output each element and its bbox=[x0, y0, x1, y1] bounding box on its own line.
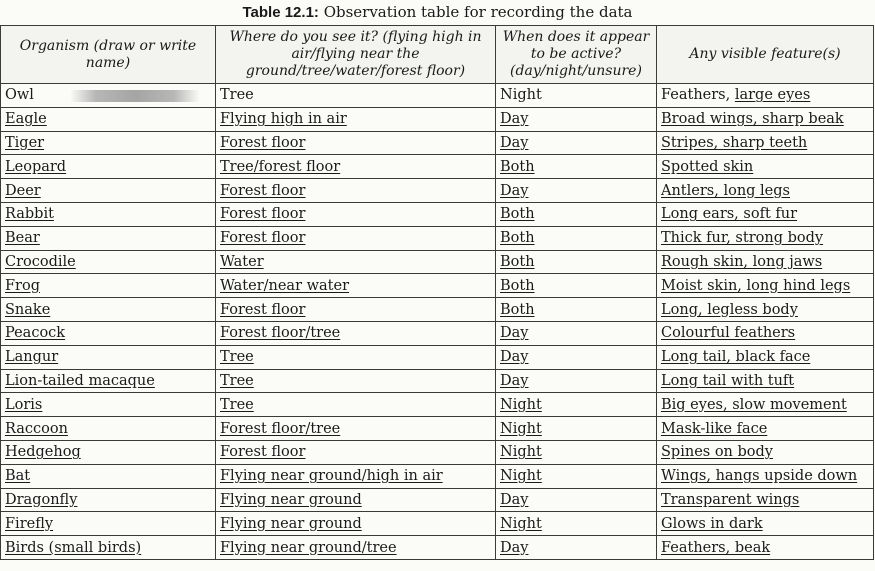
table-row bbox=[1, 440, 874, 464]
cell-organism bbox=[1, 393, 216, 417]
cell-organism-text: Snake bbox=[5, 301, 51, 318]
cell-where-text: Flying high in air bbox=[220, 111, 347, 128]
cell-where bbox=[216, 440, 496, 464]
cell-where-text: Flying near ground/high in air bbox=[220, 468, 443, 485]
caption-text: Observation table for recording the data bbox=[323, 3, 633, 21]
cell-organism-text: Dragonfly bbox=[5, 491, 78, 508]
cell-organism bbox=[1, 464, 216, 488]
cell-feature bbox=[657, 155, 874, 179]
cell-where bbox=[216, 536, 496, 560]
cell-feature bbox=[657, 440, 874, 464]
cell-feature bbox=[657, 512, 874, 536]
cell-when-text: Both bbox=[500, 158, 535, 175]
cell-where bbox=[216, 107, 496, 131]
cell-feature-text: Long ears, soft fur bbox=[661, 206, 798, 223]
cell-when-text: Day bbox=[500, 325, 529, 342]
cell-feature-text: Spines on body bbox=[661, 444, 773, 461]
cell-when-text: Night bbox=[500, 396, 542, 413]
cell-when bbox=[496, 155, 657, 179]
cell-feature bbox=[657, 250, 874, 274]
cell-where bbox=[216, 155, 496, 179]
cell-feature bbox=[657, 417, 874, 441]
cell-when-text: Night bbox=[500, 87, 542, 104]
cell-where bbox=[216, 298, 496, 322]
cell-organism bbox=[1, 298, 216, 322]
cell-when-text: Both bbox=[500, 301, 535, 318]
cell-where-text: Forest floor bbox=[220, 182, 306, 199]
cell-feature-text: Glows in dark bbox=[661, 515, 763, 532]
cell-feature-text: Spotted skin bbox=[661, 158, 754, 175]
cell-feature bbox=[657, 345, 874, 369]
cell-feature bbox=[657, 84, 874, 108]
cell-when bbox=[496, 393, 657, 417]
cell-organism bbox=[1, 536, 216, 560]
cell-organism bbox=[1, 440, 216, 464]
cell-feature-text: Colourful feathers bbox=[661, 325, 796, 342]
cell-feature bbox=[657, 298, 874, 322]
cell-where-text: Tree bbox=[220, 87, 254, 104]
cell-when bbox=[496, 179, 657, 203]
cell-feature bbox=[657, 107, 874, 131]
cell-when bbox=[496, 107, 657, 131]
cell-where bbox=[216, 179, 496, 203]
cell-organism-text: Tiger bbox=[5, 134, 45, 151]
cell-organism bbox=[1, 369, 216, 393]
cell-where bbox=[216, 369, 496, 393]
cell-organism bbox=[1, 345, 216, 369]
observation-table bbox=[0, 25, 874, 560]
cell-organism bbox=[1, 488, 216, 512]
cell-organism-text: Frog bbox=[5, 277, 41, 294]
cell-feature-text: Antlers, long legs bbox=[661, 182, 790, 199]
cell-organism-text: Bat bbox=[5, 468, 31, 485]
cell-where-text: Tree bbox=[220, 349, 254, 366]
cell-when-text: Night bbox=[500, 420, 542, 437]
cell-where-text: Tree bbox=[220, 372, 254, 389]
cell-where bbox=[216, 345, 496, 369]
cell-where bbox=[216, 131, 496, 155]
table-row bbox=[1, 488, 874, 512]
redaction-smudge bbox=[70, 90, 200, 102]
cell-where-text: Forest floor bbox=[220, 301, 306, 318]
cell-where bbox=[216, 321, 496, 345]
cell-feature bbox=[657, 202, 874, 226]
cell-organism-text: Leopard bbox=[5, 158, 67, 175]
owl-feature-part: Feathers, bbox=[661, 87, 735, 104]
cell-where-text: Water/near water bbox=[220, 277, 350, 294]
cell-where bbox=[216, 488, 496, 512]
cell-feature bbox=[657, 369, 874, 393]
cell-when-text: Both bbox=[500, 277, 535, 294]
cell-organism bbox=[1, 131, 216, 155]
cell-feature bbox=[657, 226, 874, 250]
cell-organism bbox=[1, 321, 216, 345]
cell-when-text: Day bbox=[500, 182, 529, 199]
cell-feature-text: Long tail with tuft bbox=[661, 372, 795, 389]
header-when: When does it appear to be active? (day/night/unsure) bbox=[496, 26, 657, 84]
cell-where-text: Forest floor/tree bbox=[220, 325, 341, 342]
header-where: Where do you see it? (flying high in air/flying near the ground/tree/water/forest floor) bbox=[216, 26, 496, 84]
table-row bbox=[1, 274, 874, 298]
table-row bbox=[1, 512, 874, 536]
cell-feature-text: Big eyes, slow movement bbox=[661, 396, 847, 413]
cell-where bbox=[216, 202, 496, 226]
cell-organism-text: Langur bbox=[5, 349, 59, 366]
cell-when-text: Night bbox=[500, 444, 542, 461]
cell-feature-text: Wings, hangs upside down bbox=[661, 468, 858, 485]
cell-when-text: Day bbox=[500, 539, 529, 556]
table-body bbox=[1, 84, 874, 560]
cell-feature-text: Mask-like face bbox=[661, 420, 768, 437]
cell-where bbox=[216, 226, 496, 250]
cell-organism bbox=[1, 417, 216, 441]
cell-when bbox=[496, 512, 657, 536]
cell-where-text: Forest floor/tree bbox=[220, 420, 341, 437]
cell-when-text: Day bbox=[500, 111, 529, 128]
cell-when-text: Both bbox=[500, 206, 535, 223]
table-row bbox=[1, 298, 874, 322]
cell-organism-text: Eagle bbox=[5, 111, 47, 128]
cell-organism bbox=[1, 274, 216, 298]
cell-feature bbox=[657, 131, 874, 155]
cell-where-text: Forest floor bbox=[220, 134, 306, 151]
cell-organism-text: Owl bbox=[5, 87, 34, 104]
cell-organism bbox=[1, 155, 216, 179]
header-feature: Any visible feature(s) bbox=[657, 26, 874, 84]
table-row bbox=[1, 250, 874, 274]
table-row bbox=[1, 464, 874, 488]
cell-when bbox=[496, 440, 657, 464]
cell-where-text: Water bbox=[220, 253, 264, 270]
table-row bbox=[1, 155, 874, 179]
cell-feature-text: Long tail, black face bbox=[661, 349, 811, 366]
cell-where bbox=[216, 250, 496, 274]
cell-where-text: Flying near ground/tree bbox=[220, 539, 397, 556]
cell-when bbox=[496, 321, 657, 345]
cell-organism bbox=[1, 107, 216, 131]
cell-feature-text: Stripes, sharp teeth bbox=[661, 134, 808, 151]
cell-when bbox=[496, 536, 657, 560]
cell-where-text: Flying near ground bbox=[220, 491, 362, 508]
table-row bbox=[1, 131, 874, 155]
cell-when-text: Day bbox=[500, 372, 529, 389]
cell-where bbox=[216, 274, 496, 298]
cell-when bbox=[496, 369, 657, 393]
owl-feature-underlined: large eyes bbox=[734, 87, 811, 104]
cell-when-text: Both bbox=[500, 253, 535, 270]
cell-when-text: Day bbox=[500, 134, 529, 151]
table-row bbox=[1, 321, 874, 345]
table-row bbox=[1, 107, 874, 131]
cell-when bbox=[496, 345, 657, 369]
cell-where-text: Tree/forest floor bbox=[220, 158, 341, 175]
cell-when bbox=[496, 226, 657, 250]
cell-organism-text: Hedgehog bbox=[5, 444, 81, 461]
cell-feature-text: Thick fur, strong body bbox=[661, 230, 824, 247]
cell-where bbox=[216, 393, 496, 417]
cell-feature-text: Rough skin, long jaws bbox=[661, 253, 823, 270]
cell-where-text: Tree bbox=[220, 396, 254, 413]
cell-feature bbox=[657, 321, 874, 345]
cell-where-text: Forest floor bbox=[220, 230, 306, 247]
cell-organism-text: Deer bbox=[5, 182, 41, 199]
cell-organism bbox=[1, 512, 216, 536]
cell-organism-text: Crocodile bbox=[5, 253, 76, 270]
cell-when bbox=[496, 417, 657, 441]
cell-feature-text: Broad wings, sharp beak bbox=[661, 111, 844, 128]
cell-organism-text: Rabbit bbox=[5, 206, 54, 223]
table-row bbox=[1, 179, 874, 203]
cell-organism bbox=[1, 179, 216, 203]
cell-organism-text: Bear bbox=[5, 230, 40, 247]
table-row bbox=[1, 393, 874, 417]
cell-where-text: Forest floor bbox=[220, 206, 306, 223]
cell-feature-text: Moist skin, long hind legs bbox=[661, 277, 851, 294]
cell-organism bbox=[1, 226, 216, 250]
cell-where bbox=[216, 512, 496, 536]
header-organism: Organism (draw or write name) bbox=[1, 26, 216, 84]
cell-where-text: Forest floor bbox=[220, 444, 306, 461]
cell-feature-text: Long, legless body bbox=[661, 301, 798, 318]
table-caption bbox=[0, 2, 875, 23]
table-row bbox=[1, 417, 874, 441]
table-row bbox=[1, 226, 874, 250]
cell-when-text: Day bbox=[500, 491, 529, 508]
cell-when-text: Night bbox=[500, 515, 542, 532]
cell-when bbox=[496, 84, 657, 108]
cell-organism bbox=[1, 250, 216, 274]
table-row bbox=[1, 345, 874, 369]
cell-where bbox=[216, 84, 496, 108]
cell-when bbox=[496, 250, 657, 274]
cell-organism bbox=[1, 202, 216, 226]
cell-feature-text: Transparent wings bbox=[661, 491, 800, 508]
cell-when-text: Night bbox=[500, 468, 542, 485]
header-row bbox=[1, 26, 874, 84]
cell-organism-text: Peacock bbox=[5, 325, 66, 342]
table-row bbox=[1, 536, 874, 560]
cell-feature-text bbox=[661, 87, 810, 103]
cell-when-text: Both bbox=[500, 230, 535, 247]
cell-organism-text: Firefly bbox=[5, 515, 54, 532]
table-row bbox=[1, 369, 874, 393]
cell-organism-text: Lion-tailed macaque bbox=[5, 372, 155, 389]
cell-when bbox=[496, 298, 657, 322]
cell-when bbox=[496, 131, 657, 155]
cell-feature bbox=[657, 488, 874, 512]
cell-feature bbox=[657, 536, 874, 560]
cell-feature bbox=[657, 393, 874, 417]
cell-when bbox=[496, 464, 657, 488]
cell-when bbox=[496, 202, 657, 226]
cell-where bbox=[216, 417, 496, 441]
cell-where-text: Flying near ground bbox=[220, 515, 362, 532]
cell-feature bbox=[657, 274, 874, 298]
cell-organism-text: Loris bbox=[5, 396, 43, 413]
cell-when bbox=[496, 274, 657, 298]
cell-organism-text: Raccoon bbox=[5, 420, 68, 437]
caption-label: Table 12.1: bbox=[242, 4, 319, 21]
cell-feature-text: Feathers, beak bbox=[661, 539, 771, 556]
cell-organism-text: Birds (small birds) bbox=[5, 539, 142, 556]
cell-where bbox=[216, 464, 496, 488]
cell-when-text: Day bbox=[500, 349, 529, 366]
cell-feature bbox=[657, 179, 874, 203]
table-row bbox=[1, 202, 874, 226]
cell-feature bbox=[657, 464, 874, 488]
cell-when bbox=[496, 488, 657, 512]
